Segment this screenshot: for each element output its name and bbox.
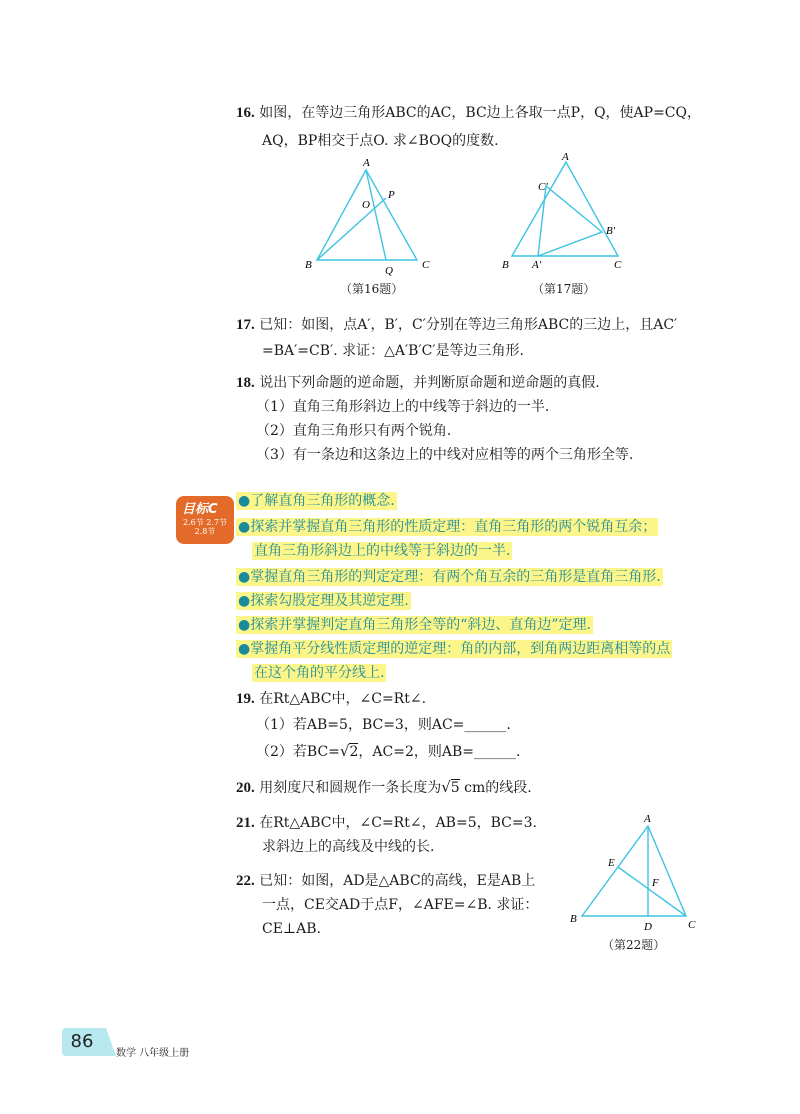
figure-22 xyxy=(568,810,708,936)
problem-18-line1 xyxy=(236,372,600,394)
goal-item-6: ●掌握角平分线性质定理的逆定理：角的内部，到角两边距离相等的点 xyxy=(238,641,671,657)
problem-18-sub3: （3）有一条边和这条边上的中线对应相等的两个三角形全等. xyxy=(256,447,634,463)
problem-text: 已知：如图，点A′，B′，C′分别在等边三角形ABC的三边上，且AC′ xyxy=(259,317,678,333)
label-Q: Q xyxy=(385,265,393,277)
label-B: B xyxy=(502,259,509,271)
problem-number: 21. xyxy=(236,815,255,831)
label-C-prime: C′ xyxy=(538,181,548,193)
problem-text: 在Rt△ABC中，∠C=Rt∠，AB=5，BC=3. xyxy=(259,815,537,831)
figure-17-caption: （第17题） xyxy=(532,282,596,296)
label-E: E xyxy=(608,857,615,869)
problem-22-line2: 一点，CE交AD于点F，∠AFE=∠B. 求证： xyxy=(262,897,539,913)
problem-text: 已知：如图，AD是△ABC的高线，E是AB上 xyxy=(259,873,536,889)
problem-16-line1 xyxy=(236,102,701,124)
label-A: A xyxy=(363,157,370,169)
problem-number: 16. xyxy=(236,105,255,121)
label-B: B xyxy=(305,259,312,271)
problem-19-line1 xyxy=(236,688,426,710)
goal-item-2-cont: 直角三角形斜边上的中线等于斜边的一半. xyxy=(254,543,511,559)
figure-16-caption: （第16题） xyxy=(340,282,404,296)
problem-21-line1 xyxy=(236,812,537,834)
goal-item-5: ●探索并掌握判定直角三角形全等的“斜边、直角边”定理. xyxy=(238,617,591,633)
label-O: O xyxy=(362,199,370,211)
label-A: A xyxy=(562,151,569,163)
page-number: 86 xyxy=(70,1031,94,1052)
problem-17-line1 xyxy=(236,314,677,336)
label-P: P xyxy=(388,189,395,201)
figure-22-caption: （第22题） xyxy=(602,938,666,952)
goal-item-1: ●了解直角三角形的概念. xyxy=(238,493,395,509)
problem-17-line2: =BA′=CB′. 求证：△A′B′C′是等边三角形. xyxy=(262,343,524,359)
problem-16-line2: AQ，BP相交于点O. 求∠BOQ的度数. xyxy=(262,133,499,149)
page-number-tab xyxy=(62,1028,102,1056)
problem-number: 18. xyxy=(236,375,255,391)
problem-20-line1: 20. 用刻度尺和圆规作一条长度为√5 cm的线段. xyxy=(236,778,532,796)
figure-16 xyxy=(300,152,450,280)
problem-19-sub1: （1）若AB=5，BC=3，则AC=______. xyxy=(256,717,511,733)
book-title: 数学 八年级上册 xyxy=(116,1048,190,1059)
label-D: D xyxy=(644,921,652,933)
problem-18-sub2: （2）直角三角形只有两个锐角. xyxy=(256,423,452,439)
label-B-prime: B′ xyxy=(606,225,616,237)
page-tab-arrow xyxy=(102,1028,116,1056)
label-C: C xyxy=(614,259,622,271)
goal-item-2: ●探索并掌握直角三角形的性质定理：直角三角形的两个锐角互余； xyxy=(238,519,657,535)
label-C: C xyxy=(688,919,696,931)
problem-number: 20. xyxy=(236,780,255,796)
problem-19-sub2: （2）若BC=√2，AC=2，则AB=______. xyxy=(256,742,521,760)
goal-badge xyxy=(176,496,234,544)
goal-item-3: ●掌握直角三角形的判定定理：有两个角互余的三角形是直角三角形. xyxy=(238,569,661,585)
problem-text: 说出下列命题的逆命题，并判断原命题和逆命题的真假. xyxy=(259,375,600,391)
figure-17 xyxy=(498,150,638,278)
label-F: F xyxy=(652,877,659,889)
problem-number: 19. xyxy=(236,691,255,707)
goal-item-6-cont: 在这个角的平分线上. xyxy=(254,665,385,681)
problem-number: 17. xyxy=(236,317,255,333)
goal-badge-title: 目标C xyxy=(182,502,218,517)
problem-21-line2: 求斜边上的高线及中线的长. xyxy=(262,839,435,855)
goal-badge-sections: 2.6节 2.7节 2.8节 xyxy=(183,518,227,536)
problem-18-sub1: （1）直角三角形斜边上的中线等于斜边的一半. xyxy=(256,399,550,415)
label-A-prime: A′ xyxy=(532,259,542,271)
problem-22-line1 xyxy=(236,870,535,892)
problem-number: 22. xyxy=(236,873,255,889)
label-B: B xyxy=(570,913,577,925)
problem-text: 如图，在等边三角形ABC的AC，BC边上各取一点P，Q，使AP=CQ， xyxy=(259,105,702,121)
label-C: C xyxy=(422,259,430,271)
problem-text: 在Rt△ABC中，∠C=Rt∠. xyxy=(259,691,427,707)
label-A: A xyxy=(644,813,651,825)
goal-item-4: ●探索勾股定理及其逆定理. xyxy=(238,593,409,609)
problem-22-line3: CE⊥AB. xyxy=(262,921,321,937)
